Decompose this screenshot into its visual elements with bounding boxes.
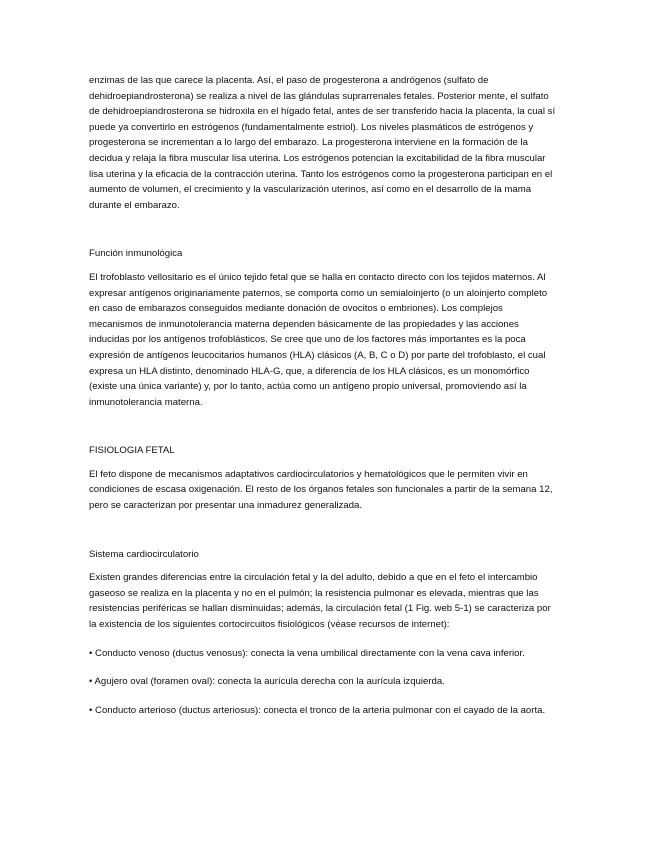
paragraph-hormones: enzimas de las que carece la placenta. Así, el paso de progesterona a andrógenos (sulfato de dehidroepiandrosterona) se realiza a nivel de las glándulas suprarrenales fetales. Posterior mente, el sulfato de dehidroepiandrosterona se hidroxila en el hígado fetal, antes de ser transferido hacia la placenta, la cual sí puede ya convertirlo en estrógenos (fundamentalmente estriol). Los niveles plasmáticos de estrógenos y progesterona se incrementan a lo largo del embarazo. La progesterona interviene en la formación de la decidua y relaja la fibra muscular lisa uterina. Los estrógenos potencian la excitabilidad de la fibra muscular lisa uterina y la eficacia de la contracción uterina. Tanto los estrógenos como la progesterona participan en el aumento de volumen, el crecimiento y la vascularización uterinos, así como en el desarrollo de la mama durante el embarazo. [89,75,556,211]
bullet-item-foramen-ovale: • Agujero oval (foramen oval): conecta la aurícula derecha con la aurícula izquierda. [89,676,445,688]
bullet-item-ductus-venosus: • Conducto venoso (ductus venosus): conecta la vena umbilical directamente con la vena cava inferior. [89,647,525,659]
paragraph-trophoblast: El trofoblasto vellositario es el único tejido fetal que se halla en contacto directo con los tejidos maternos. Al expresar antígenos originariamente paternos, se comporta como un semialoinjerto (o un aloinjerto completo en caso de embarazos conseguidos mediante donación de ovocitos o embriones). Los complejos mecanismos de inmunotolerancia materna dependen básicamente de las propiedades y las acciones inducidas por los antígenos trofoblásticos. Se cree que uno de los factores más importantes es la poca expresión de antígenos leucocitarios humanos (HLA) clásicos (A, B, C o D) por parte del trofoblasto, el cual expresa un HLA distinto, denominado HLA-G, que, a diferencia de los HLA clásicos, es un monomórfico (existe una única variante) y, por lo tanto, actúa como un antígeno propio universal, promoviendo así la inmunotolerancia materna. [89,271,548,408]
paragraph-fetal-adaptation: El feto dispone de mecanismos adaptativos cardiocirculatorios y hematológicos que le permiten vivir en condiciones de escasa oxigenación. El resto de los órganos fetales son funcionales a partir de la semana 12, pero se caracterizan por presentar una inmadurez generalizada. [89,468,553,512]
document-page [89,73,559,718]
bullet-item-ductus-arteriosus: • Conducto arterioso (ductus arteriosus): conecta el tronco de la arteria pulmonar con el cayado de la aorta. [89,704,546,716]
heading-fetal-physiology: FISIOLOGIA FETAL [89,445,175,457]
heading-cardiocirculatory-system: Sistema cardiocirculatorio [89,548,199,560]
paragraph-circulation: Existen grandes diferencias entre la circulación fetal y la del adulto, debido a que en el feto el intercambio gaseoso se realiza en la placenta y no en el pulmón; la resistencia pulmonar es elevada, mientras que las resistencias periféricas se hallan disminuidas; además, la circulación fetal (1 Fig. web 5-1) se caracteriza por la existencia de los siguientes cortocircuitos fisiológicos (véase recursos de internet): [89,572,551,631]
heading-immunological-function: Función inmunológica [89,248,183,260]
